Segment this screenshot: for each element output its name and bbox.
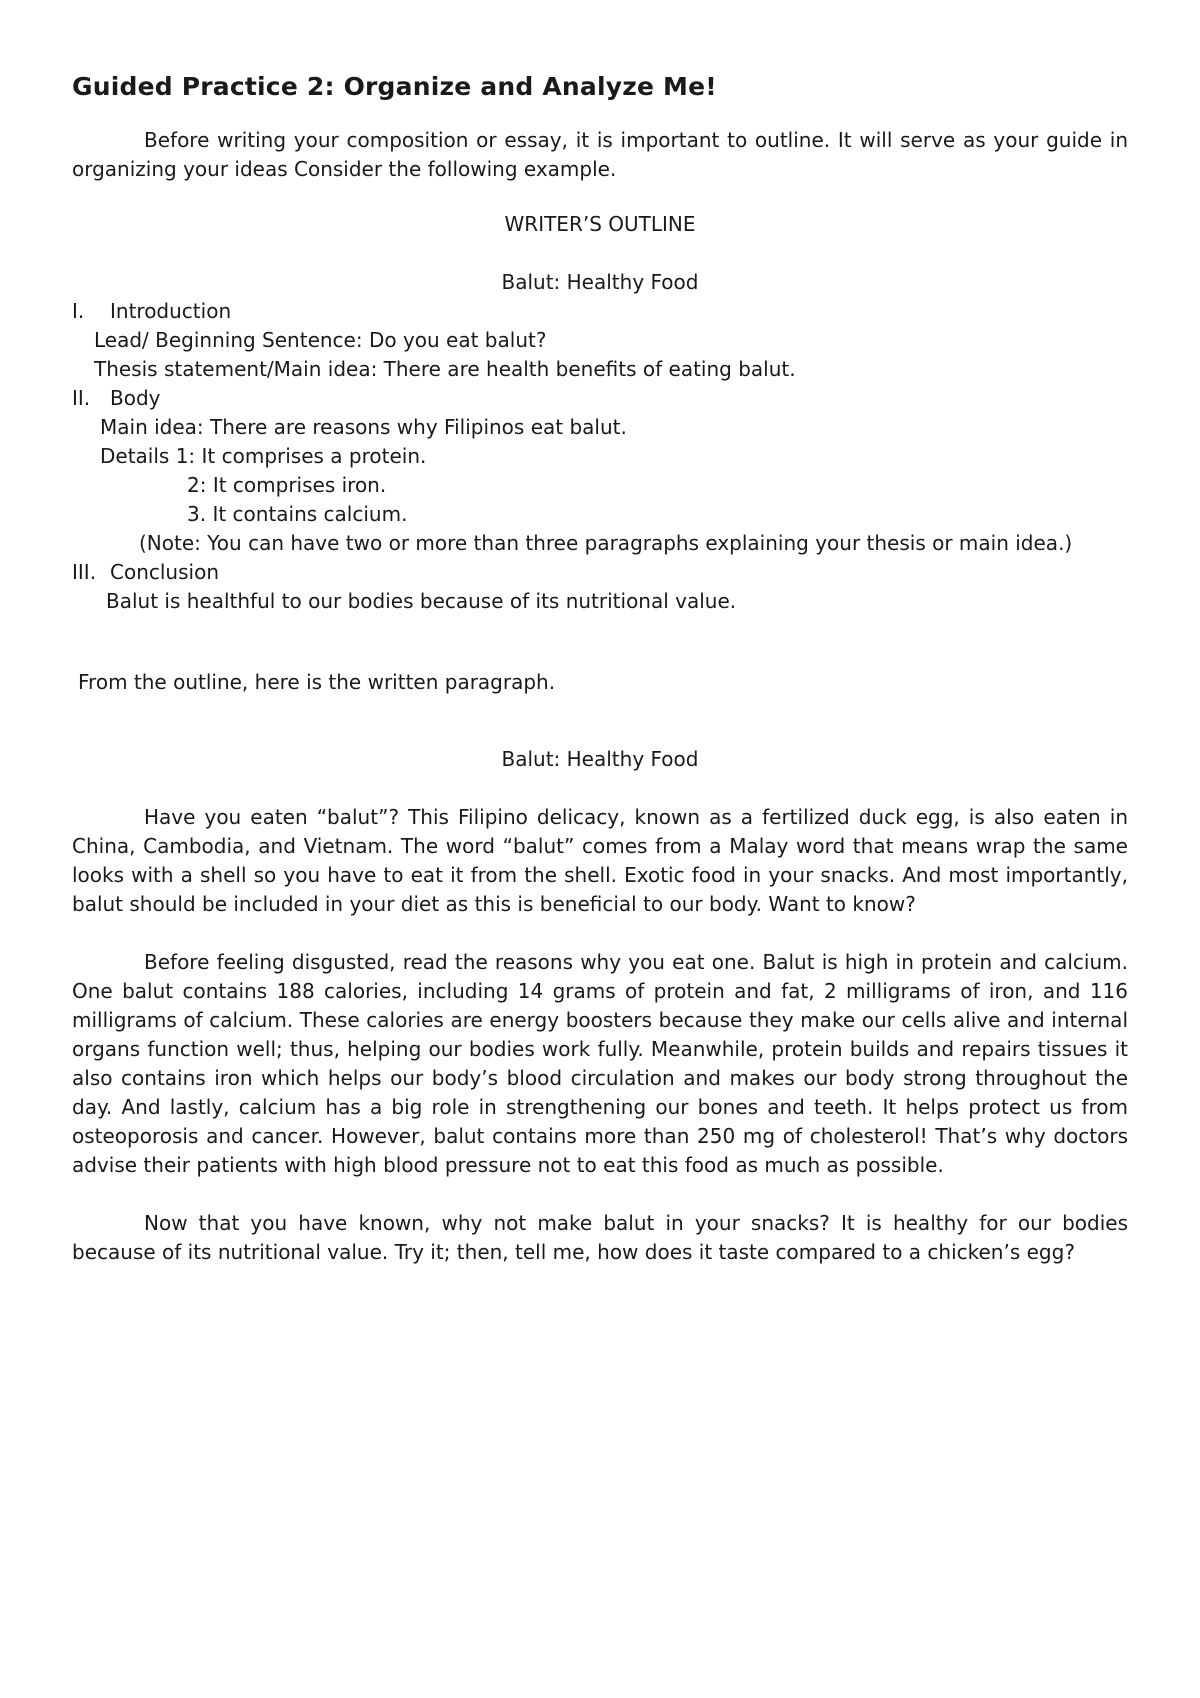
outline-numeral: III. (72, 560, 97, 584)
essay-title: Balut: Healthy Food (501, 747, 699, 771)
essay-paragraph: Before feeling disgusted, read the reasons why you eat one. Balut is high in protein and calcium. One balut contains 188 calories, including 14 grams of protein and fat, 2 milligrams of iron, and 116 milligrams of calcium. These calories are energy boosters because they make our cells alive and internal organs function well; thus, helping our bodies work fully. Meanwhile, protein builds and repairs tissues it also contains iron which helps our body’s blood circulation and makes our body strong throughout the day. And lastly, calcium has a big role in strengthening our bones and teeth. It helps protect us from osteoporosis and cancer. However, balut contains more than 250 mg of cholesterol! That’s why doctors advise their patients with high blood pressure not to eat this food as much as possible. (72, 950, 1128, 1177)
outline-detail-3: 3. It contains calcium. (187, 502, 408, 526)
outline-section-label: Introduction (110, 299, 232, 323)
transition-sentence: From the outline, here is the written paragraph. (78, 670, 556, 694)
outline-lead: Lead/ Beginning Sentence: Do you eat balut? (94, 328, 547, 352)
outline-detail-2: 2: It comprises iron. (187, 473, 387, 497)
essay-paragraph: Now that you have known, why not make balut in your snacks? It is healthy for our bodies because of its nutritional value. Try it; then, tell me, how does it taste compared to a chicken’s egg? (72, 1211, 1128, 1264)
outline-section-label: Conclusion (110, 560, 219, 584)
outline-note-text: (Note: You can have two or more than three paragraphs explaining your thesis or main idea.) (139, 531, 1073, 555)
intro-paragraph: Before writing your composition or essay, it is important to outline. It will serve as your guide in organizing your ideas Consider the following example. (72, 128, 1128, 181)
outline-thesis: Thesis statement/Main idea: There are health benefits of eating balut. (94, 357, 796, 381)
outline-conclusion-text: Balut is healthful to our bodies because of its nutritional value. (106, 589, 737, 613)
page-title: Guided Practice 2: Organize and Analyze Me! (72, 72, 717, 101)
document-page (72, 70, 1128, 1267)
outline-section-label: Body (110, 386, 161, 410)
outline-detail-1: Details 1: It comprises a protein. (100, 444, 427, 468)
outline-section-body (72, 384, 1128, 413)
outline-note (72, 529, 1128, 558)
outline-heading: WRITER’S OUTLINE (504, 212, 696, 236)
outline-main-idea: Main idea: There are reasons why Filipinos eat balut. (100, 415, 627, 439)
outline-numeral: II. (72, 386, 91, 410)
essay-paragraph: Have you eaten “balut”? This Filipino delicacy, known as a fertilized duck egg, is also eaten in China, Cambodia, and Vietnam. The word “balut” comes from a Malay word that means wrap the same looks with a shell so you have to eat it from the shell. Exotic food in your snacks. And most importantly, balut should be included in your diet as this is beneficial to our body. Want to know? (72, 805, 1128, 916)
outline-section-conclusion (72, 558, 1128, 587)
outline-numeral: I. (72, 299, 85, 323)
outline-section-introduction (72, 297, 1128, 326)
outline-topic: Balut: Healthy Food (501, 270, 699, 294)
